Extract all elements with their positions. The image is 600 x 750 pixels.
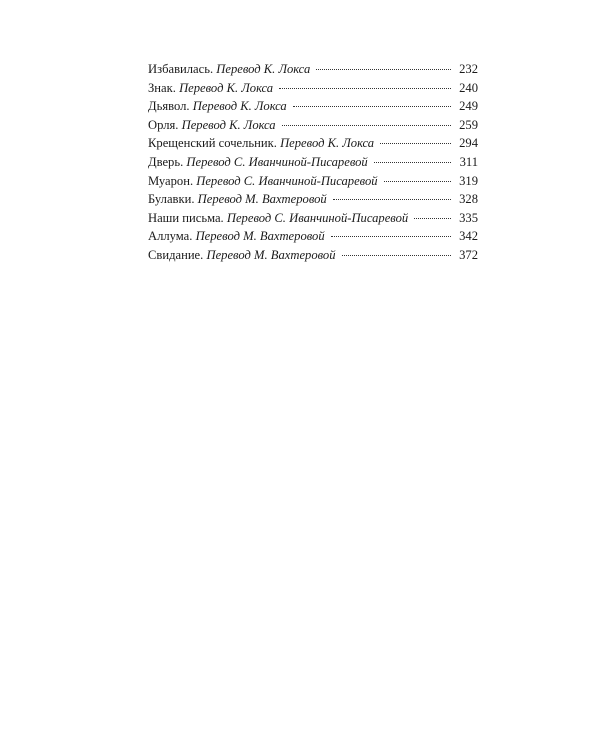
page-number: 328 — [459, 192, 478, 207]
toc-entry — [148, 116, 478, 135]
story-title: Знак. — [148, 80, 176, 95]
page-number: 240 — [459, 80, 478, 95]
dot-leader — [331, 236, 451, 237]
page-number: 232 — [459, 62, 478, 76]
toc-entry-title — [148, 209, 408, 228]
page-number: 311 — [459, 154, 478, 169]
page-number: 342 — [459, 229, 478, 244]
translator-credit: Перевод М. Вахтеровой — [195, 229, 325, 244]
story-title: Избавилась. — [148, 62, 214, 76]
story-title: Дьявол. — [148, 99, 190, 114]
table-of-contents — [148, 60, 478, 265]
dot-leader — [374, 162, 451, 163]
translator-credit: Перевод К. Локса — [192, 99, 287, 114]
story-title: Крещенский сочельник. — [148, 136, 277, 151]
dot-leader — [384, 181, 451, 182]
toc-entry — [148, 190, 478, 209]
story-title: Муарон. — [148, 173, 194, 188]
toc-entry — [148, 79, 478, 98]
translator-credit: Перевод С. Иванчиной-Писаревой — [196, 173, 378, 188]
toc-entry-title — [148, 79, 273, 98]
page-number: 319 — [459, 173, 478, 188]
story-title: Наши письма. — [148, 210, 224, 225]
toc-entry — [148, 209, 478, 228]
translator-credit: Перевод К. Локса — [179, 80, 274, 95]
translator-credit: Перевод К. Локса — [181, 117, 276, 132]
toc-entry-title — [148, 246, 336, 265]
toc-entry — [148, 227, 478, 246]
translator-credit: Перевод М. Вахтеровой — [197, 192, 327, 207]
toc-entry-title — [148, 134, 374, 153]
dot-leader — [380, 143, 451, 144]
story-title: Свидание. — [148, 247, 204, 262]
page-number: 372 — [459, 247, 478, 262]
translator-credit: Перевод К. Локса — [216, 62, 311, 76]
toc-entry — [148, 134, 478, 153]
dot-leader — [414, 218, 451, 219]
toc-entry — [148, 172, 478, 191]
toc-entry — [148, 60, 478, 79]
dot-leader — [293, 106, 451, 107]
dot-leader — [316, 69, 451, 70]
toc-entry-title — [148, 60, 310, 79]
story-title: Аллума. — [148, 229, 193, 244]
toc-entry — [148, 153, 478, 172]
toc-entry-title — [148, 153, 368, 172]
translator-credit: Перевод К. Локса — [280, 136, 375, 151]
page-number: 249 — [459, 99, 478, 114]
toc-entry-title — [148, 172, 378, 191]
page-number: 259 — [459, 117, 478, 132]
toc-entry — [148, 246, 478, 265]
toc-entry-title — [148, 227, 325, 246]
dot-leader — [282, 125, 451, 126]
dot-leader — [342, 255, 451, 256]
translator-credit: Перевод С. Иванчиной-Писаревой — [186, 154, 368, 169]
dot-leader — [279, 88, 451, 89]
story-title: Дверь. — [148, 154, 184, 169]
translator-credit: Перевод С. Иванчиной-Писаревой — [226, 210, 409, 225]
page-number: 335 — [459, 210, 478, 225]
story-title: Булавки. — [148, 192, 195, 207]
toc-entry-title — [148, 190, 327, 209]
toc-entry-title — [148, 116, 276, 135]
toc-entry-title — [148, 97, 287, 116]
story-title: Орля. — [148, 117, 179, 132]
toc-entry — [148, 97, 478, 116]
translator-credit: Перевод М. Вахтеровой — [206, 247, 336, 262]
dot-leader — [333, 199, 451, 200]
page-number: 294 — [459, 136, 478, 151]
